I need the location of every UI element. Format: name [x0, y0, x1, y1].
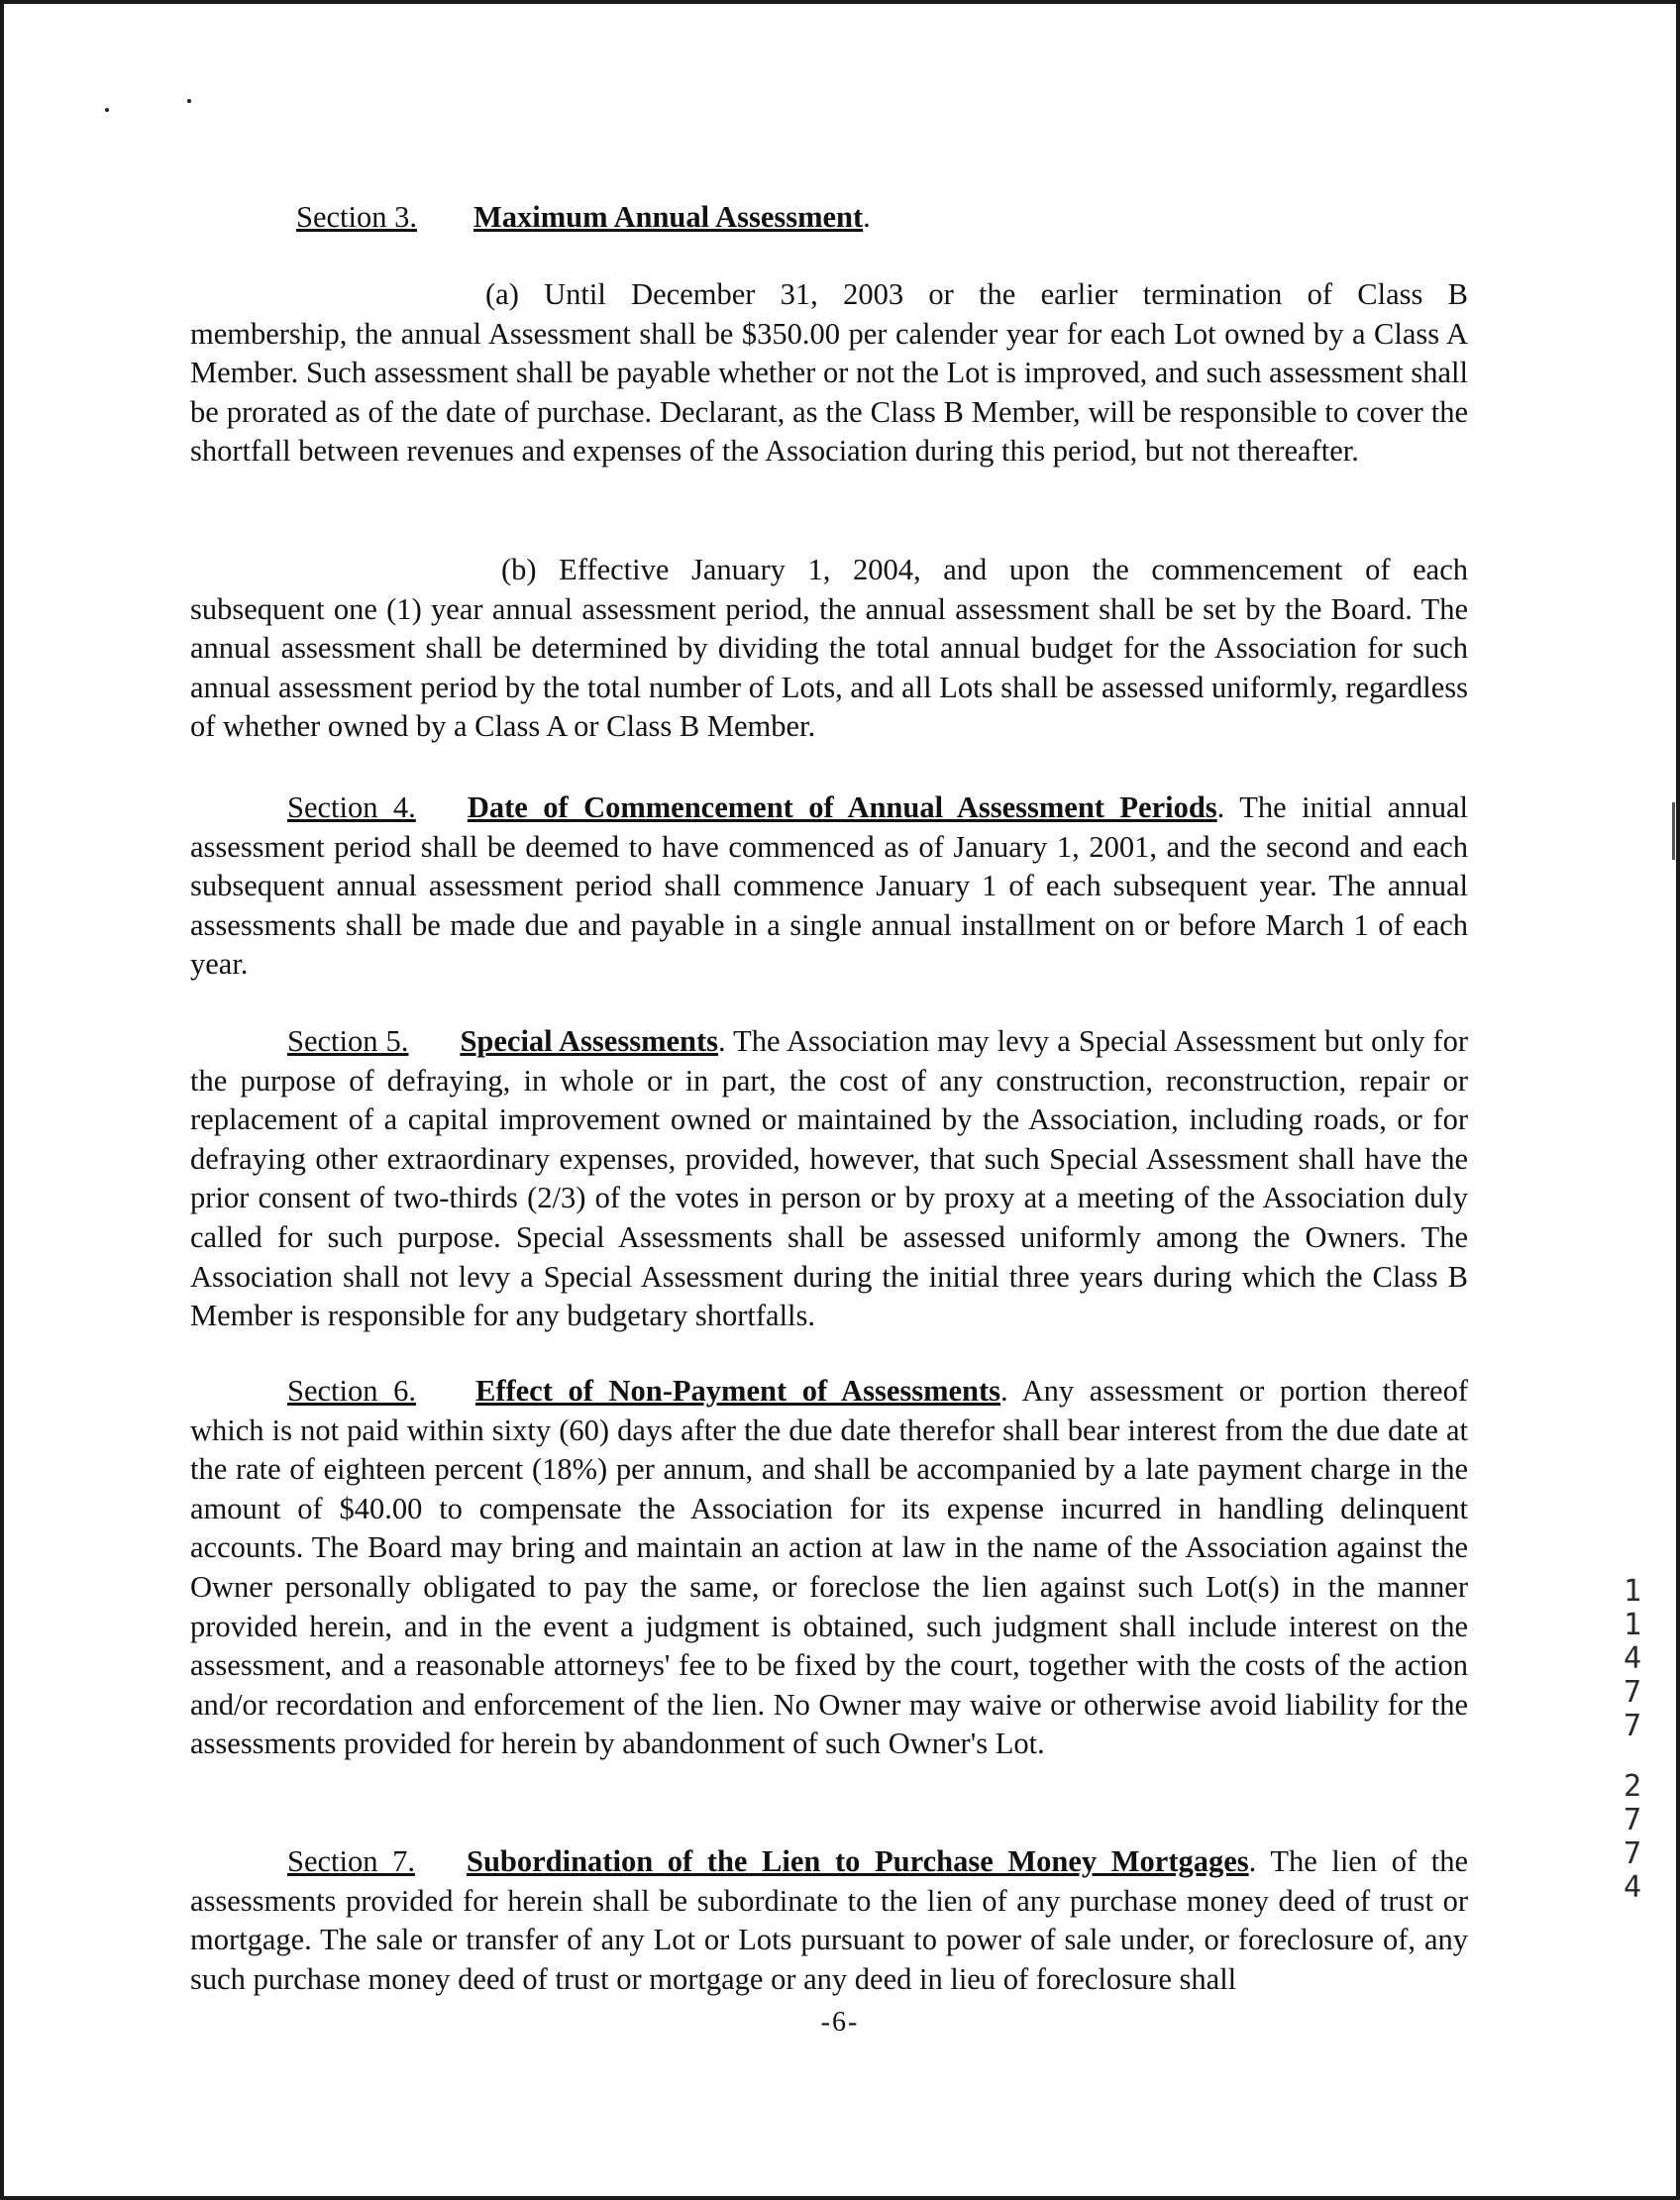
section-label: Section 5.	[287, 1024, 409, 1058]
page-number: -6-	[820, 2007, 860, 2038]
section-label: Section 7.	[287, 1844, 415, 1878]
section-3-paragraph-b	[190, 551, 1468, 747]
section-3-heading: Section 3. Maximum Annual Assessment.	[296, 200, 871, 234]
section-3-paragraph-a	[190, 275, 1468, 471]
section-title: Special Assessments	[460, 1024, 718, 1058]
section-title: Subordination of the Lien to Purchase Money Mortgages	[466, 1844, 1249, 1878]
margin-stamp-top	[1619, 1575, 1646, 1743]
section-body: The initial annual assessment period shall be deemed to have commenced as of January 1, 2001, and the second and each subsequent annual assessment period shall commence January 1 of each subsequent year. The annual assessments shall be made due and payable in a single annual installment on or before March 1 of each year.	[190, 790, 1468, 982]
section-4-paragraph: Section 4. Date of Commencement of Annual Assessment Periods. The initial annual assessment period shall be deemed to have commenced as of January 1, 2001, and the second and each subsequent annual assessment period shall commence January 1 of each subsequent year. The annual assessments shall be made due and payable in a single annual installment on or before March 1 of each year.	[190, 790, 1468, 982]
scan-speck	[105, 108, 109, 112]
section-label: Section 4.	[287, 790, 416, 824]
section-6-paragraph: Section 6. Effect of Non-Payment of Assessments. Any assessment or portion thereof which is not paid within sixty (60) days after the due date therefor shall bear interest from the due date at the rate of eighteen percent (18%) per annum, and shall be accompanied by a late payment charge in the amount of $40.00 to compensate the Association for its expense incurred in handling delinquent accounts. The Board may bring and maintain an action at law in the name of the Association against the Owner personally obligated to pay the same, or foreclose the lien against such Lot(s) in the manner provided herein, and in the event a judgment is obtained, such judgment shall include interest on the assessment, and a reasonable attorneys' fee to be fixed by the court, together with the costs of the action and/or recordation and enforcement of the lien. No Owner may waive or otherwise avoid liability for the assessments provided for herein by abandonment of such Owner's Lot.	[190, 1374, 1468, 1761]
stamp-digit: 1	[1623, 1608, 1642, 1642]
stamp-digit: 4	[1623, 1870, 1642, 1905]
section-body: The lien of the assessments provided for herein shall be subordinate to the lien of any purchase money deed of trust or mortgage. The sale or transfer of any Lot or Lots pursuant to power of sale under, or foreclosure of, any such purchase money deed of trust or mortgage or any deed in lieu of foreclosure shall	[190, 1844, 1468, 1996]
section-title: Maximum Annual Assessment	[473, 200, 864, 234]
paragraph-lead-line: (b) Effective January 1, 2004, and upon the commencement of each	[501, 553, 1468, 586]
section-label: Section 3.	[296, 200, 417, 234]
paragraph-body: membership, the annual Assessment shall be $350.00 per calender year for each Lot owned by a Class A Member. Such assessment shall be payable whether or not the Lot is improved, and such assessment shall be prorated as of the date of purchase. Declarant, as the Class B Member, will be responsible to cover the shortfall between revenues and expenses of the Association during this period, but not thereafter.	[190, 316, 1468, 469]
stamp-digit: 2	[1623, 1769, 1642, 1804]
section-7-paragraph: Section 7. Subordination of the Lien to Purchase Money Mortgages. The lien of the assessments provided for herein shall be subordinate to the lien of any purchase money deed of trust or mortgage. The sale or transfer of any Lot or Lots pursuant to power of sale under, or foreclosure of, any such purchase money deed of trust or mortgage or any deed in lieu of foreclosure shall	[190, 1844, 1468, 1996]
margin-stamp-bottom	[1619, 1770, 1646, 1905]
stamp-digit: 7	[1623, 1803, 1642, 1837]
scan-speck	[187, 99, 191, 103]
paragraph-lead-line: (a) Until December 31, 2003 or the earlier termination of Class B	[485, 277, 1468, 311]
stamp-digit: 4	[1623, 1641, 1642, 1676]
section-title: Date of Commencement of Annual Assessment Periods	[467, 790, 1217, 824]
stamp-digit: 7	[1623, 1836, 1642, 1871]
scan-edge-mark	[1672, 802, 1675, 860]
stamp-digit: 7	[1623, 1675, 1642, 1710]
paragraph-body: subsequent one (1) year annual assessment period, the annual assessment shall be set by the Board. The annual assessment shall be determined by dividing the total annual budget for the Association for such annual assessment period by the total number of Lots, and all Lots shall be assessed uniformly, regardless of whether owned by a Class A or Class B Member.	[190, 591, 1468, 744]
section-label: Section 6.	[287, 1374, 416, 1408]
stamp-digit: 7	[1623, 1709, 1642, 1743]
section-body: Any assessment or portion thereof which is not paid within sixty (60) days after the due date therefor shall bear interest from the due date at the rate of eighteen percent (18%) per annum, and shall be accompanied by a late payment charge in the amount of $40.00 to compensate the Association for its expense incurred in handling delinquent accounts. The Board may bring and maintain an action at law in the name of the Association against the Owner personally obligated to pay the same, or foreclose the lien against such Lot(s) in the manner provided herein, and in the event a judgment is obtained, such judgment shall include interest on the assessment, and a reasonable attorneys' fee to be fixed by the court, together with the costs of the action and/or recordation and enforcement of the lien. No Owner may waive or otherwise avoid liability for the assessments provided for herein by abandonment of such Owner's Lot.	[190, 1374, 1468, 1761]
section-body: The Association may levy a Special Assessment but only for the purpose of defraying, in whole or in part, the cost of any construction, reconstruction, repair or replacement of a capital improvement owned or maintained by the Association, including roads, or for defraying other extraordinary expenses, provided, however, that such Special Assessment shall have the prior consent of two-thirds (2/3) of the votes in person or by proxy at a meeting of the Association duly called for such purpose. Special Assessments shall be assessed uniformly among the Owners. The Association shall not levy a Special Assessment during the initial three years during which the Class B Member is responsible for any budgetary shortfalls.	[190, 1024, 1468, 1333]
section-title: Effect of Non-Payment of Assessments	[474, 1374, 1001, 1408]
stamp-digit: 1	[1623, 1574, 1642, 1609]
section-5-paragraph: Section 5. Special Assessments. The Association may levy a Special Assessment but only for the purpose of defraying, in whole or in part, the cost of any construction, reconstruction, repair or replacement of a capital improvement owned or maintained by the Association, including roads, or for defraying other extraordinary expenses, provided, however, that such Special Assessment shall have the prior consent of two-thirds (2/3) of the votes in person or by proxy at a meeting of the Association duly called for such purpose. Special Assessments shall be assessed uniformly among the Owners. The Association shall not levy a Special Assessment during the initial three years during which the Class B Member is responsible for any budgetary shortfalls.	[190, 1024, 1468, 1333]
